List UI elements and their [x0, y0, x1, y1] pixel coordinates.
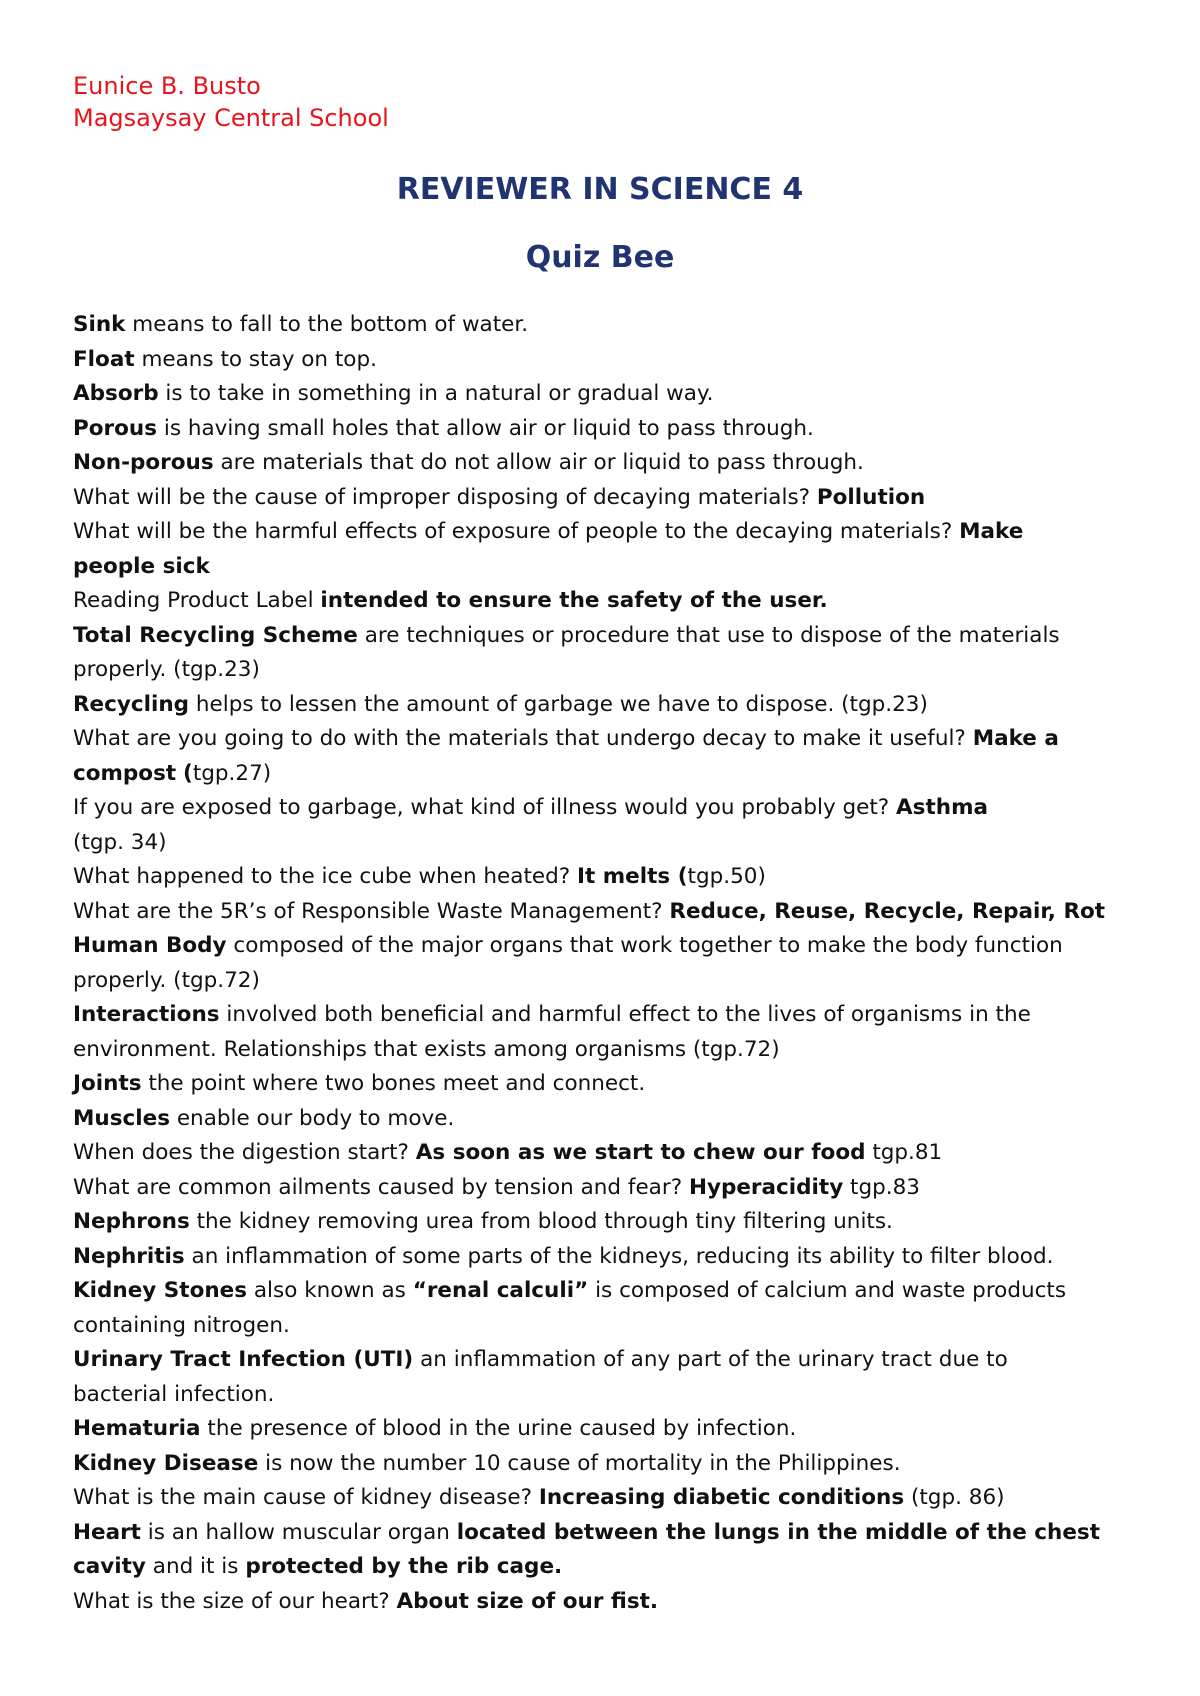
- bold-term: Heart: [73, 1519, 141, 1545]
- text-line: [73, 722, 1153, 757]
- text-line: [73, 308, 1153, 343]
- text-segment: What are you going to do with the materials that undergo decay to make it useful?: [73, 726, 973, 751]
- bold-term: Hyperacidity: [688, 1174, 844, 1200]
- text-segment: (tgp. 86): [904, 1485, 1005, 1510]
- text-line: [73, 1067, 1153, 1102]
- text-line: [73, 1447, 1153, 1482]
- text-line: [73, 584, 1153, 619]
- text-line: [73, 1033, 1153, 1068]
- text-line: [73, 1481, 1153, 1516]
- text-line: [73, 1171, 1153, 1206]
- text-line: [73, 1516, 1153, 1551]
- text-segment: containing nitrogen.: [73, 1312, 290, 1338]
- author-block: [73, 70, 389, 134]
- bold-term: “renal calculi”: [412, 1278, 589, 1303]
- text-line: [73, 1205, 1153, 1240]
- text-segment: What is the size of our heart?: [73, 1588, 397, 1614]
- text-line: [73, 1343, 1153, 1378]
- text-segment: When does the digestion start?: [73, 1140, 416, 1165]
- text-segment: tgp.81: [865, 1140, 943, 1165]
- text-segment: an inflammation of any part of the urinary tract due to: [413, 1347, 1008, 1372]
- bold-term: Increasing diabetic conditions: [538, 1485, 905, 1510]
- bold-term: Muscles: [73, 1105, 170, 1131]
- text-segment: environment. Relationships that exists among organisms (tgp.72): [73, 1036, 780, 1062]
- bold-term: Kidney Stones: [73, 1278, 248, 1303]
- text-line: [73, 412, 1153, 447]
- text-line: [73, 1585, 1153, 1620]
- text-line: [73, 791, 1153, 826]
- text-line: [73, 860, 1153, 895]
- text-segment: What are the 5R’s of Responsible Waste Management?: [73, 898, 670, 924]
- bold-term: Pollution: [816, 484, 926, 510]
- school-name: Magsaysay Central School: [73, 104, 389, 132]
- text-segment: properly. (tgp.72): [73, 967, 260, 993]
- text-segment: What is the main cause of kidney disease?: [73, 1485, 539, 1510]
- bold-term: Absorb: [73, 381, 159, 406]
- reviewer-content: [73, 308, 1153, 1619]
- text-line: [73, 964, 1153, 999]
- bold-term: Kidney Disease: [73, 1450, 259, 1476]
- text-segment: means to stay on top.: [134, 346, 377, 372]
- bold-term: intended to ensure the safety of the user.: [320, 588, 828, 613]
- text-segment: What will be the harmful effects of exposure of people to the decaying materials?: [73, 519, 960, 544]
- text-line: [73, 619, 1153, 654]
- bold-term: Float: [73, 346, 135, 372]
- bold-term: Nephritis: [73, 1243, 185, 1269]
- text-line: [73, 1412, 1153, 1447]
- text-line: [73, 653, 1153, 688]
- bold-term: Urinary Tract Infection (UTI): [73, 1347, 414, 1372]
- text-segment: tgp.27): [192, 760, 272, 786]
- text-line: [73, 481, 1153, 516]
- text-segment: and it is: [145, 1554, 246, 1579]
- text-segment: the point where two bones meet and connect.: [141, 1071, 646, 1096]
- author-name: Eunice B. Busto: [73, 72, 261, 100]
- bold-term: Human Body: [73, 933, 227, 958]
- text-segment: are materials that do not allow air or liquid to pass through.: [213, 450, 864, 475]
- bold-term: Recycling: [73, 691, 190, 717]
- text-line: [73, 826, 1153, 861]
- bold-term: Hematuria: [73, 1416, 201, 1441]
- bold-term: Make a: [972, 726, 1059, 751]
- text-line: [73, 446, 1153, 481]
- text-segment: is having small holes that allow air or liquid to pass through.: [157, 415, 814, 441]
- text-segment: properly. (tgp.23): [73, 657, 260, 682]
- bold-term: As soon as we start to chew our food: [415, 1140, 866, 1165]
- text-line: [73, 1378, 1153, 1413]
- bold-term: Non-porous: [73, 450, 214, 475]
- bold-term: Reduce, Reuse, Recycle, Repair, Rot: [669, 898, 1106, 924]
- text-segment: Reading Product Label: [73, 588, 321, 613]
- document-title: REVIEWER IN SCIENCE 4: [396, 172, 804, 207]
- text-segment: tgp.50): [687, 864, 766, 889]
- text-segment: involved both beneficial and harmful effect to the lives of organisms in the: [219, 1002, 1031, 1027]
- bold-term: people sick: [73, 553, 210, 579]
- document-subtitle: Quiz Bee: [525, 240, 675, 275]
- text-line: [73, 929, 1153, 964]
- text-line: [73, 377, 1153, 412]
- text-segment: is now the number 10 cause of mortality in the Philippines.: [258, 1450, 901, 1476]
- text-segment: is to take in something in a natural or gradual way.: [158, 381, 714, 406]
- text-line: [73, 515, 1153, 550]
- text-segment: means to fall to the bottom of water.: [125, 312, 529, 337]
- bold-term: Asthma: [896, 795, 988, 820]
- text-segment: the kidney removing urea from blood through tiny filtering units.: [189, 1209, 893, 1234]
- text-segment: an inflammation of some parts of the kidneys, reducing its ability to filter blood.: [184, 1243, 1054, 1269]
- text-segment: (tgp. 34): [73, 829, 167, 855]
- text-line: [73, 1136, 1153, 1171]
- bold-term: cavity: [73, 1554, 146, 1579]
- text-line: [73, 1240, 1153, 1275]
- text-line: [73, 1309, 1153, 1344]
- text-segment: What happened to the ice cube when heated?: [73, 864, 578, 889]
- bold-term: (: [183, 760, 193, 786]
- text-segment: composed of the major organs that work together to make the body function: [226, 933, 1063, 958]
- text-line: [73, 1274, 1153, 1309]
- text-segment: bacterial infection.: [73, 1381, 275, 1407]
- bold-term: Make: [959, 519, 1024, 544]
- text-segment: are techniques or procedure that use to dispose of the materials: [357, 622, 1060, 648]
- text-line: [73, 1102, 1153, 1137]
- bold-term: protected by the rib cage.: [245, 1554, 563, 1579]
- bold-term: About size of our fist.: [396, 1588, 659, 1614]
- text-line: [73, 1550, 1153, 1585]
- bold-term: Joints: [73, 1071, 142, 1096]
- text-segment: What are common ailments caused by tension and fear?: [73, 1174, 689, 1200]
- text-segment: enable our body to move.: [170, 1105, 455, 1131]
- text-line: [73, 688, 1153, 723]
- text-segment: [176, 761, 183, 786]
- text-segment: also known as: [247, 1278, 413, 1303]
- text-segment: helps to lessen the amount of garbage we have to dispose. (tgp.23): [189, 691, 928, 717]
- bold-term: located between the lungs in the middle of the chest: [456, 1519, 1100, 1545]
- text-segment: If you are exposed to garbage, what kind of illness would you probably get?: [73, 795, 897, 820]
- text-line: [73, 998, 1153, 1033]
- text-segment: is an hallow muscular organ: [140, 1519, 457, 1545]
- bold-term: compost: [73, 760, 177, 786]
- bold-term: Sink: [73, 312, 126, 337]
- text-line: [73, 895, 1153, 930]
- bold-term: Total Recycling Scheme: [73, 622, 358, 648]
- text-line: [73, 343, 1153, 378]
- text-line: [73, 757, 1153, 792]
- bold-term: Nephrons: [73, 1209, 190, 1234]
- text-segment: What will be the cause of improper disposing of decaying materials?: [73, 484, 817, 510]
- bold-term: It melts (: [577, 864, 688, 889]
- text-segment: is composed of calcium and waste products: [588, 1278, 1067, 1303]
- bold-term: Porous: [73, 415, 158, 441]
- text-segment: tgp.83: [843, 1174, 920, 1200]
- text-line: [73, 550, 1153, 585]
- text-segment: the presence of blood in the urine caused by infection.: [200, 1416, 797, 1441]
- bold-term: Interactions: [73, 1002, 220, 1027]
